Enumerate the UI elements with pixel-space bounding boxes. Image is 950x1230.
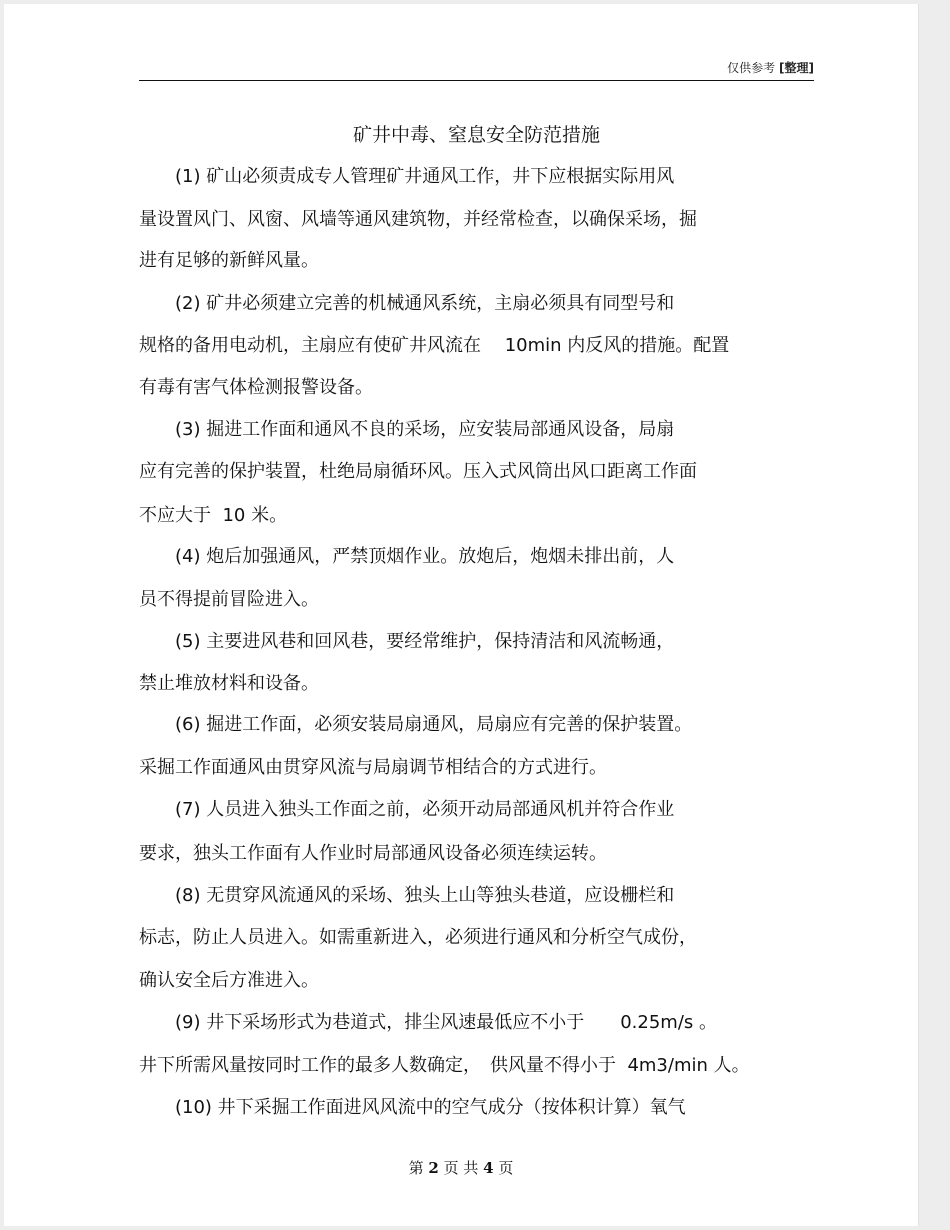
body-line: 井下所需风量按同时工作的最多人数确定， 供风量不得小于 4m3/min 人。 bbox=[139, 1055, 750, 1076]
body-line: 确认安全后方准进入。 bbox=[139, 970, 319, 991]
body-line: (1) 矿山必须责成专人管理矿井通风工作，井下应根据实际用风 bbox=[139, 166, 675, 187]
page-header bbox=[139, 59, 814, 76]
footer-page-number: 2 bbox=[428, 1159, 439, 1177]
header-tag: [整理] bbox=[779, 61, 814, 75]
document-title: 矿井中毒、窒息安全防范措施 bbox=[352, 124, 600, 146]
body-line: (7) 人员进入独头工作面之前，必须开动局部通风机并符合作业 bbox=[139, 799, 675, 820]
footer-middle: 页 共 bbox=[443, 1159, 479, 1177]
body-line: (10) 井下采掘工作面进风风流中的空气成分（按体积计算）氧气 bbox=[139, 1097, 686, 1118]
header-rule bbox=[139, 80, 814, 81]
body-line: (6) 掘进工作面，必须安装局扇通风，局扇应有完善的保护装置。 bbox=[139, 714, 693, 735]
page-footer bbox=[4, 1157, 918, 1178]
body-line: 标志，防止人员进入。如需重新进入，必须进行通风和分析空气成份， bbox=[139, 927, 697, 948]
body-line: 量设置风门、风窗、风墙等通风建筑物，并经常检查，以确保采场，掘 bbox=[139, 209, 697, 230]
body-line: (8) 无贯穿风流通风的采场、独头上山等独头巷道，应设栅栏和 bbox=[139, 885, 675, 906]
footer-prefix: 第 bbox=[408, 1159, 424, 1177]
footer-total-pages: 4 bbox=[483, 1159, 494, 1177]
footer-suffix: 页 bbox=[498, 1159, 514, 1177]
body-line: 员不得提前冒险进入。 bbox=[139, 589, 319, 610]
body-line: 采掘工作面通风由贯穿风流与局扇调节相结合的方式进行。 bbox=[139, 757, 607, 778]
body-line: 禁止堆放材料和设备。 bbox=[139, 673, 319, 694]
body-line: (5) 主要进风巷和回风巷，要经常维护，保持清洁和风流畅通， bbox=[139, 631, 675, 652]
body-line: (2) 矿井必须建立完善的机械通风系统，主扇必须具有同型号和 bbox=[139, 293, 675, 314]
body-line: 有毒有害气体检测报警设备。 bbox=[139, 377, 373, 398]
body-line: 不应大于 10 米。 bbox=[139, 505, 288, 526]
header-text: 仅供参考 bbox=[727, 61, 776, 75]
body-line: (3) 掘进工作面和通风不良的采场，应安装局部通风设备，局扇 bbox=[139, 419, 675, 440]
document-page bbox=[4, 4, 919, 1226]
body-line: 规格的备用电动机，主扇应有使矿井风流在 10min 内反风的措施。配置 bbox=[139, 335, 730, 356]
body-line: 进有足够的新鲜风量。 bbox=[139, 250, 319, 271]
body-line: (9) 井下采场形式为巷道式，排尘风速最低应不小于 0.25m/s 。 bbox=[139, 1012, 717, 1033]
body-line: 要求，独头工作面有人作业时局部通风设备必须连续运转。 bbox=[139, 843, 607, 864]
body-line: 应有完善的保护装置，杜绝局扇循环风。压入式风筒出风口距离工作面 bbox=[139, 461, 697, 482]
body-line: (4) 炮后加强通风，严禁顶烟作业。放炮后，炮烟未排出前，人 bbox=[139, 546, 675, 567]
